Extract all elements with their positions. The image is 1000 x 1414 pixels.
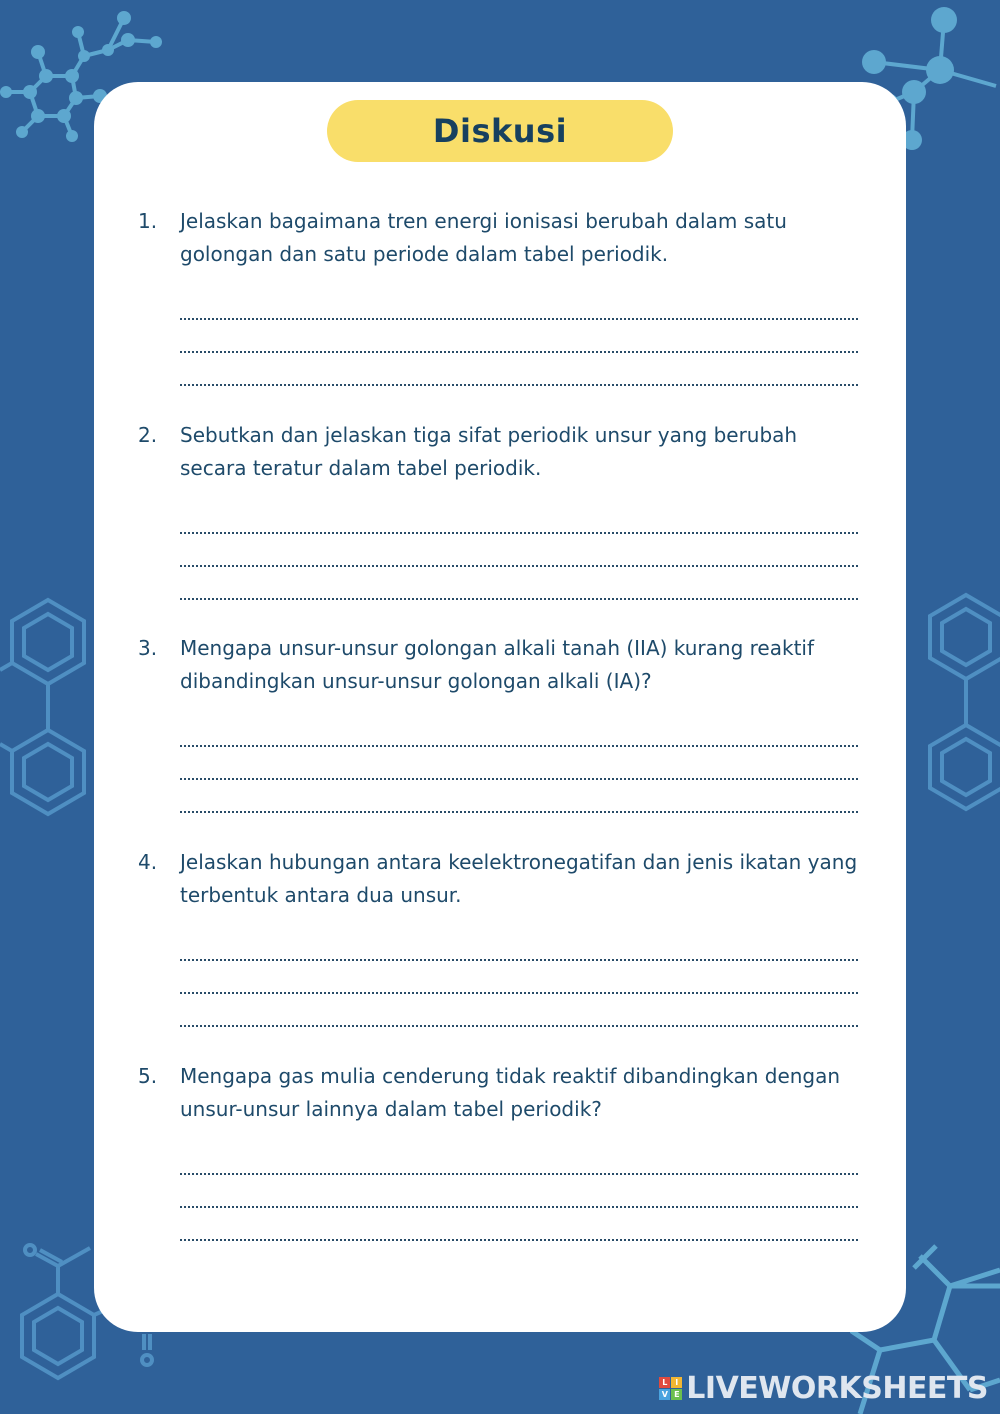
brand-name: LIVEWORKSHEETS bbox=[686, 1371, 988, 1406]
answer-line[interactable] bbox=[180, 934, 858, 961]
answer-area[interactable] bbox=[180, 934, 858, 1027]
answer-line[interactable] bbox=[180, 320, 858, 353]
question-text: Mengapa unsur-unsur golongan alkali tanah (IIA) kurang reaktif dibandingkan unsur-unsur golongan alkali (IA)? bbox=[180, 636, 815, 693]
answer-line[interactable] bbox=[180, 720, 858, 747]
question-text: Jelaskan hubungan antara keelektronegatifan dan jenis ikatan yang terbentuk antara dua unsur. bbox=[180, 850, 858, 907]
answer-area[interactable] bbox=[180, 293, 858, 386]
answer-line[interactable] bbox=[180, 1175, 858, 1208]
question-number: 5. bbox=[138, 1064, 158, 1088]
answer-line[interactable] bbox=[180, 507, 858, 534]
question-2 bbox=[138, 419, 858, 600]
question-4 bbox=[138, 846, 858, 1027]
question-3 bbox=[138, 632, 858, 813]
answer-line[interactable] bbox=[180, 1208, 858, 1241]
benzene-ring-decoration-left-icon bbox=[0, 590, 100, 830]
title-badge bbox=[327, 100, 673, 162]
answer-area[interactable] bbox=[180, 507, 858, 600]
answer-line[interactable] bbox=[180, 1148, 858, 1175]
liveworksheets-watermark bbox=[659, 1371, 988, 1406]
answer-line[interactable] bbox=[180, 961, 858, 994]
answer-line[interactable] bbox=[180, 353, 858, 386]
question-text: Jelaskan bagaimana tren energi ionisasi berubah dalam satu golongan dan satu periode dalam tabel periodik. bbox=[180, 209, 787, 266]
question-1 bbox=[138, 205, 858, 386]
answer-area[interactable] bbox=[180, 1148, 858, 1241]
question-text: Mengapa gas mulia cenderung tidak reaktif dibandingkan dengan unsur-unsur lainnya dalam tabel periodik? bbox=[180, 1064, 841, 1121]
answer-line[interactable] bbox=[180, 567, 858, 600]
page-title: Diskusi bbox=[432, 112, 568, 150]
benzene-ring-decoration-right-icon bbox=[910, 585, 1000, 825]
question-number: 1. bbox=[138, 209, 158, 233]
worksheet-card bbox=[94, 82, 906, 1332]
answer-area[interactable] bbox=[180, 720, 858, 813]
question-5 bbox=[138, 1060, 858, 1241]
question-text: Sebutkan dan jelaskan tiga sifat periodik unsur yang berubah secara teratur dalam tabel periodik. bbox=[180, 423, 798, 480]
question-number: 3. bbox=[138, 636, 158, 660]
question-number: 2. bbox=[138, 423, 158, 447]
answer-line[interactable] bbox=[180, 534, 858, 567]
liveworksheets-logo-icon: L I V E bbox=[659, 1377, 682, 1400]
answer-line[interactable] bbox=[180, 780, 858, 813]
answer-line[interactable] bbox=[180, 293, 858, 320]
answer-line[interactable] bbox=[180, 994, 858, 1027]
answer-line[interactable] bbox=[180, 747, 858, 780]
question-number: 4. bbox=[138, 850, 158, 874]
